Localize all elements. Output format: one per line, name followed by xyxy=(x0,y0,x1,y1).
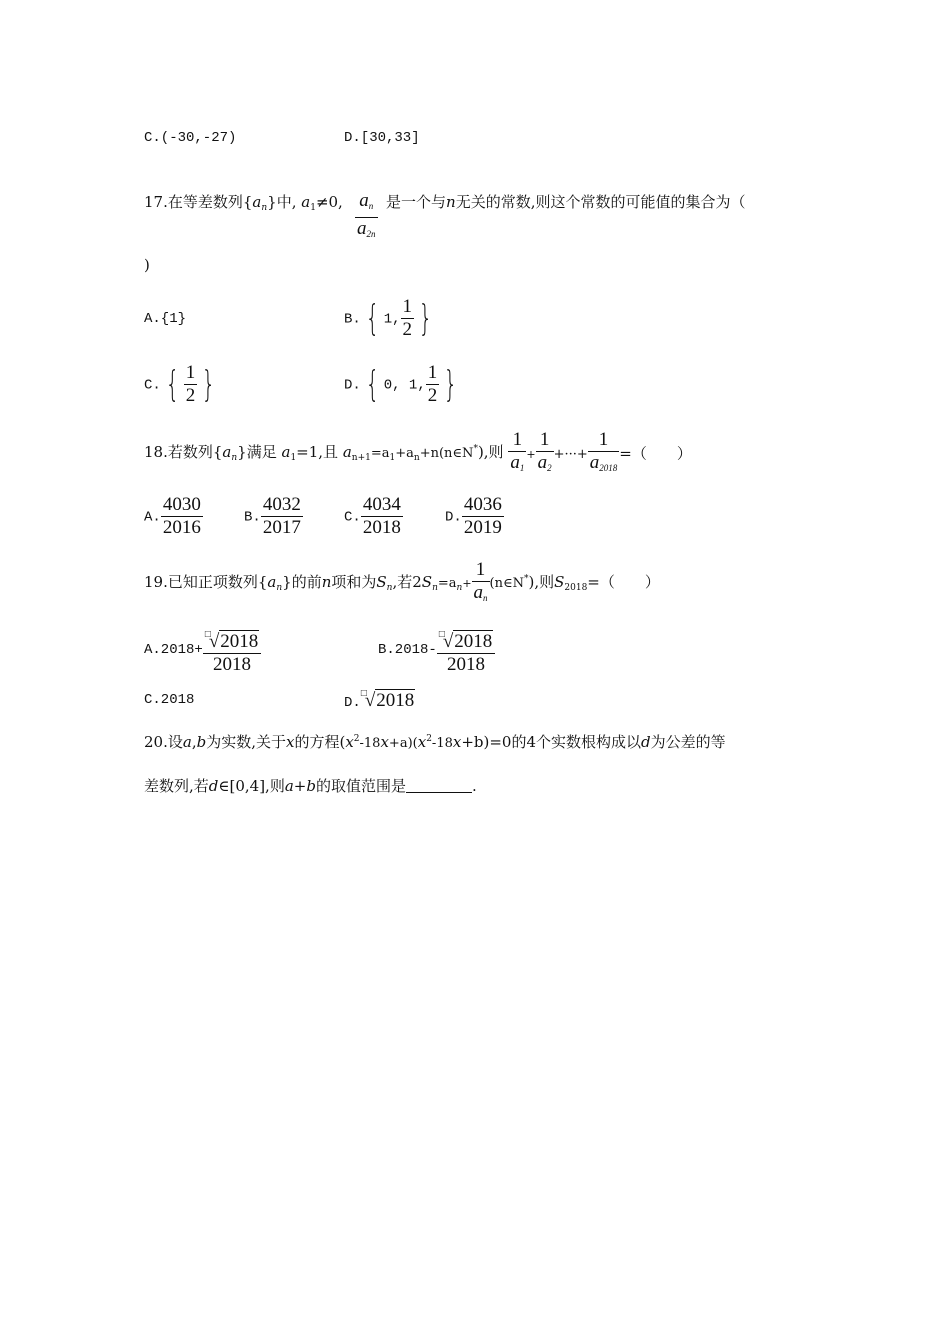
q19-stem: 19.已知正项数列$\{a_n\}$的前n项和为$S_n$,若$2S_n=a_n+$ $\frac{1}{a_n}$ (n∈N*),则$S_{2018}=$（ ） xyxy=(144,559,660,609)
q16-option-d: D.[30,33] xyxy=(344,130,420,146)
q17-option-c: C. { $\frac{1}{2}$ } xyxy=(144,362,216,406)
q18-option-d: D. $\frac{4036}{2019}$ xyxy=(445,494,502,538)
q17-stem-tail: 是一个与n无关的常数,则这个常数的可能值的集合为（ xyxy=(386,193,746,211)
q17-fraction: $\frac{a_n}{a_{2n}}$ xyxy=(355,190,378,245)
root-symbol: □√2018 xyxy=(360,688,415,711)
q20-stem-line2: 差数列,若d∈[0,4],则a+b的取值范围是 . xyxy=(144,777,477,795)
right-brace-icon: } xyxy=(201,363,216,405)
left-brace-icon: { xyxy=(365,363,380,405)
q17-option-a: A.{1} xyxy=(144,311,187,327)
root-symbol: □√2018 xyxy=(204,629,259,652)
q19-option-a: A.2018+ $\frac{^□√2018}{2018}$ xyxy=(144,624,261,676)
q17-option-b: B. { 1, $\frac{1}{2}$ } xyxy=(344,296,433,340)
right-brace-icon: } xyxy=(443,363,458,405)
q18-option-c: C. $\frac{4034}{2018}$ xyxy=(344,494,401,538)
q16-option-c: C.(-30,-27) xyxy=(144,130,237,146)
q17-stem: 17.在等差数列$\{a_n\}$中, $a_1\ne 0$, xyxy=(144,193,343,213)
q18-option-b: B. $\frac{4032}{2017}$ xyxy=(244,494,301,538)
q19-option-b: B.2018- $\frac{^□√2018}{2018}$ xyxy=(378,624,495,676)
q19-option-c: C.2018 xyxy=(144,692,195,708)
left-brace-icon: { xyxy=(365,297,380,339)
right-brace-icon: } xyxy=(418,297,433,339)
q20-stem-line1: 20.设a,b为实数,关于x的方程$(x^2-18x+a)(x^2-18x+b)=0$的4个实数根构成以d为公差的等 xyxy=(144,733,726,751)
q19-option-d: D.□√2018 xyxy=(344,688,415,711)
q18-stem: 18.若数列$\{a_n\}$满足 $a_1=1$,且 $a_{n+1}=a_1+a_n+n(n\in N^*)$,则 $\frac{1}{a_1}$ + $\frac{1}{a_2}$ +···+ $\frac{1}{a_{2018}}$ =（ ） xyxy=(144,429,692,479)
left-brace-icon: { xyxy=(165,363,180,405)
q18-option-a: A. $\frac{4030}{2016}$ xyxy=(144,494,201,538)
q17-stem-close: ) xyxy=(144,256,150,274)
answer-blank[interactable] xyxy=(406,778,472,793)
root-symbol: □√2018 xyxy=(438,629,493,652)
q17-option-d: D. { 0, 1, $\frac{1}{2}$ } xyxy=(344,362,458,406)
